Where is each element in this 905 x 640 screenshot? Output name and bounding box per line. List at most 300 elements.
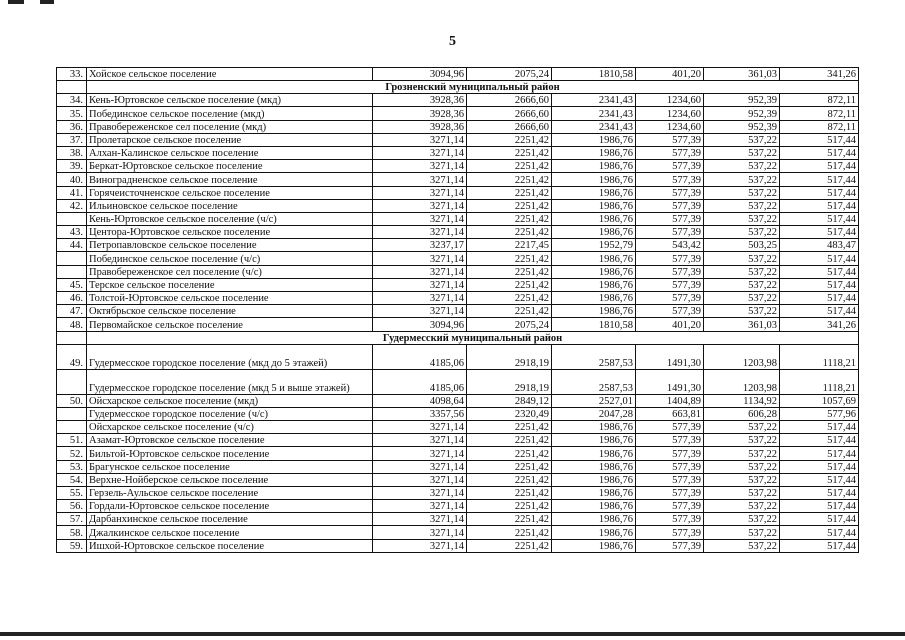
value-cell-5: 537,22 — [704, 133, 780, 146]
value-cell-2: 2251,42 — [467, 226, 552, 239]
value-cell-2: 2918,19 — [467, 344, 552, 369]
value-cell-5: 537,22 — [704, 212, 780, 225]
value-cell-1: 3271,14 — [373, 265, 467, 278]
settlement-name: Первомайское сельское поселение — [87, 318, 373, 331]
section-header-row — [57, 81, 859, 94]
settlement-name: Алхан-Калинское сельское поселение — [87, 146, 373, 159]
value-cell-6: 872,11 — [780, 120, 859, 133]
value-cell-5: 537,22 — [704, 265, 780, 278]
row-number: 53. — [57, 460, 87, 473]
table-row — [57, 120, 859, 133]
value-cell-4: 401,20 — [636, 318, 704, 331]
settlement-name: Бильтой-Юртовское сельское поселение — [87, 447, 373, 460]
table-row — [57, 199, 859, 212]
section-title: Грозненский муниципальный район — [87, 81, 859, 94]
row-number — [57, 369, 87, 394]
value-cell-2: 2217,45 — [467, 239, 552, 252]
settlement-name: Джалкинское сельское поселение — [87, 526, 373, 539]
value-cell-1: 3271,14 — [373, 473, 467, 486]
value-cell-4: 577,39 — [636, 500, 704, 513]
scan-edge-mark-right — [40, 0, 54, 4]
value-cell-5: 537,22 — [704, 146, 780, 159]
settlement-name: Ойсхарское сельское поселение (мкд) — [87, 394, 373, 407]
value-cell-2: 2251,42 — [467, 278, 552, 291]
table-row — [57, 160, 859, 173]
value-cell-6: 872,11 — [780, 94, 859, 107]
value-cell-3: 1986,76 — [552, 146, 636, 159]
value-cell-6: 517,44 — [780, 212, 859, 225]
section-index-cell — [57, 331, 87, 344]
tariff-table — [56, 67, 859, 553]
value-cell-1: 3271,14 — [373, 292, 467, 305]
table-row — [57, 292, 859, 305]
value-cell-3: 1986,76 — [552, 292, 636, 305]
value-cell-5: 537,22 — [704, 460, 780, 473]
row-number: 46. — [57, 292, 87, 305]
value-cell-2: 2251,42 — [467, 160, 552, 173]
value-cell-1: 3271,14 — [373, 539, 467, 552]
value-cell-6: 517,44 — [780, 526, 859, 539]
row-number: 47. — [57, 305, 87, 318]
settlement-name: Побединское сельское поселение (мкд) — [87, 107, 373, 120]
settlement-name: Пролетарское сельское поселение — [87, 133, 373, 146]
value-cell-4: 577,39 — [636, 526, 704, 539]
settlement-name: Беркат-Юртовское сельское поселение — [87, 160, 373, 173]
value-cell-6: 517,44 — [780, 265, 859, 278]
section-title: Гудермесский муниципальный район — [87, 331, 859, 344]
value-cell-2: 2251,42 — [467, 292, 552, 305]
value-cell-3: 1986,76 — [552, 486, 636, 499]
value-cell-5: 537,22 — [704, 486, 780, 499]
value-cell-2: 2666,60 — [467, 107, 552, 120]
value-cell-1: 4185,06 — [373, 369, 467, 394]
value-cell-5: 1203,98 — [704, 369, 780, 394]
row-number: 57. — [57, 513, 87, 526]
value-cell-1: 3271,14 — [373, 278, 467, 291]
value-cell-4: 1234,60 — [636, 120, 704, 133]
value-cell-2: 2666,60 — [467, 94, 552, 107]
row-number: 54. — [57, 473, 87, 486]
value-cell-1: 3928,36 — [373, 107, 467, 120]
value-cell-4: 577,39 — [636, 226, 704, 239]
value-cell-6: 517,44 — [780, 160, 859, 173]
value-cell-6: 517,44 — [780, 420, 859, 433]
value-cell-4: 577,39 — [636, 513, 704, 526]
value-cell-4: 577,39 — [636, 160, 704, 173]
value-cell-5: 537,22 — [704, 420, 780, 433]
value-cell-4: 401,20 — [636, 68, 704, 81]
value-cell-2: 2251,42 — [467, 500, 552, 513]
value-cell-5: 537,22 — [704, 513, 780, 526]
value-cell-5: 952,39 — [704, 120, 780, 133]
row-number: 36. — [57, 120, 87, 133]
section-index-cell — [57, 81, 87, 94]
value-cell-1: 4185,06 — [373, 344, 467, 369]
row-number: 55. — [57, 486, 87, 499]
table-row — [57, 107, 859, 120]
value-cell-1: 3271,14 — [373, 420, 467, 433]
table-row — [57, 226, 859, 239]
value-cell-1: 4098,64 — [373, 394, 467, 407]
row-number: 37. — [57, 133, 87, 146]
value-cell-1: 3271,14 — [373, 252, 467, 265]
value-cell-3: 1952,79 — [552, 239, 636, 252]
value-cell-3: 1810,58 — [552, 68, 636, 81]
value-cell-4: 577,39 — [636, 133, 704, 146]
settlement-name: Герзель-Аульское сельское поселение — [87, 486, 373, 499]
value-cell-4: 577,39 — [636, 486, 704, 499]
value-cell-2: 2251,42 — [467, 146, 552, 159]
value-cell-4: 577,39 — [636, 539, 704, 552]
value-cell-2: 2251,42 — [467, 420, 552, 433]
value-cell-6: 517,44 — [780, 473, 859, 486]
value-cell-4: 1234,60 — [636, 94, 704, 107]
value-cell-6: 517,44 — [780, 186, 859, 199]
table-row — [57, 394, 859, 407]
value-cell-6: 1118,21 — [780, 344, 859, 369]
table-row — [57, 513, 859, 526]
value-cell-1: 3271,14 — [373, 146, 467, 159]
value-cell-4: 577,39 — [636, 265, 704, 278]
value-cell-4: 577,39 — [636, 199, 704, 212]
page-number: 5 — [449, 34, 456, 49]
table-row — [57, 239, 859, 252]
value-cell-3: 1986,76 — [552, 434, 636, 447]
value-cell-4: 577,39 — [636, 186, 704, 199]
value-cell-6: 1057,69 — [780, 394, 859, 407]
scan-bottom-border — [0, 632, 905, 636]
value-cell-3: 1986,76 — [552, 278, 636, 291]
row-number: 44. — [57, 239, 87, 252]
value-cell-5: 537,22 — [704, 186, 780, 199]
settlement-name: Хойское сельское поселение — [87, 68, 373, 81]
value-cell-3: 1810,58 — [552, 318, 636, 331]
table-row — [57, 460, 859, 473]
row-number: 35. — [57, 107, 87, 120]
value-cell-5: 361,03 — [704, 318, 780, 331]
row-number: 49. — [57, 344, 87, 369]
table-row — [57, 186, 859, 199]
settlement-name: Терское сельское поселение — [87, 278, 373, 291]
value-cell-2: 2251,42 — [467, 252, 552, 265]
value-cell-6: 872,11 — [780, 107, 859, 120]
value-cell-5: 537,22 — [704, 447, 780, 460]
value-cell-1: 3271,14 — [373, 460, 467, 473]
table-row — [57, 265, 859, 278]
table-row — [57, 344, 859, 369]
value-cell-6: 517,44 — [780, 486, 859, 499]
value-cell-6: 517,44 — [780, 278, 859, 291]
row-number: 59. — [57, 539, 87, 552]
value-cell-1: 3357,56 — [373, 407, 467, 420]
settlement-name: Петропавловское сельское поселение — [87, 239, 373, 252]
row-number: 58. — [57, 526, 87, 539]
value-cell-4: 577,39 — [636, 447, 704, 460]
tariff-table-body — [57, 68, 859, 553]
value-cell-3: 1986,76 — [552, 460, 636, 473]
value-cell-3: 2587,53 — [552, 344, 636, 369]
row-number: 38. — [57, 146, 87, 159]
value-cell-2: 2251,42 — [467, 133, 552, 146]
value-cell-4: 1404,89 — [636, 394, 704, 407]
value-cell-2: 2251,42 — [467, 186, 552, 199]
value-cell-1: 3271,14 — [373, 186, 467, 199]
value-cell-1: 3928,36 — [373, 94, 467, 107]
value-cell-2: 2251,42 — [467, 539, 552, 552]
row-number: 41. — [57, 186, 87, 199]
row-number — [57, 265, 87, 278]
value-cell-3: 1986,76 — [552, 447, 636, 460]
value-cell-3: 1986,76 — [552, 265, 636, 278]
row-number: 39. — [57, 160, 87, 173]
value-cell-2: 2251,42 — [467, 265, 552, 278]
settlement-name: Кень-Юртовское сельское поселение (ч/с) — [87, 212, 373, 225]
value-cell-1: 3271,14 — [373, 305, 467, 318]
table-row — [57, 486, 859, 499]
value-cell-6: 517,44 — [780, 292, 859, 305]
value-cell-5: 537,22 — [704, 292, 780, 305]
value-cell-1: 3271,14 — [373, 447, 467, 460]
table-row — [57, 305, 859, 318]
row-number: 33. — [57, 68, 87, 81]
value-cell-3: 1986,76 — [552, 539, 636, 552]
row-number: 40. — [57, 173, 87, 186]
value-cell-1: 3271,14 — [373, 160, 467, 173]
value-cell-5: 537,22 — [704, 160, 780, 173]
value-cell-4: 577,39 — [636, 460, 704, 473]
value-cell-6: 341,26 — [780, 68, 859, 81]
value-cell-5: 537,22 — [704, 434, 780, 447]
settlement-name: Дарбанхинское сельское поселение — [87, 513, 373, 526]
value-cell-4: 577,39 — [636, 420, 704, 433]
value-cell-6: 517,44 — [780, 539, 859, 552]
settlement-name: Виноградненское сельское поселение — [87, 173, 373, 186]
value-cell-1: 3094,96 — [373, 68, 467, 81]
settlement-name: Ишхой-Юртовское сельское поселение — [87, 539, 373, 552]
table-row — [57, 500, 859, 513]
table-row — [57, 173, 859, 186]
value-cell-3: 1986,76 — [552, 133, 636, 146]
value-cell-1: 3271,14 — [373, 486, 467, 499]
settlement-name: Кень-Юртовское сельское поселение (мкд) — [87, 94, 373, 107]
value-cell-2: 2251,42 — [467, 305, 552, 318]
settlement-name: Верхне-Нойберское сельское поселение — [87, 473, 373, 486]
settlement-name: Толстой-Юртовское сельское поселение — [87, 292, 373, 305]
value-cell-2: 2251,42 — [467, 199, 552, 212]
row-number: 42. — [57, 199, 87, 212]
row-number: 34. — [57, 94, 87, 107]
value-cell-2: 2251,42 — [467, 513, 552, 526]
value-cell-2: 2251,42 — [467, 173, 552, 186]
value-cell-2: 2251,42 — [467, 526, 552, 539]
value-cell-6: 517,44 — [780, 500, 859, 513]
settlement-name: Ойсхарское сельское поселение (ч/с) — [87, 420, 373, 433]
value-cell-6: 517,44 — [780, 226, 859, 239]
row-number: 56. — [57, 500, 87, 513]
row-number: 52. — [57, 447, 87, 460]
value-cell-3: 1986,76 — [552, 160, 636, 173]
row-number: 51. — [57, 434, 87, 447]
value-cell-6: 517,44 — [780, 460, 859, 473]
value-cell-2: 2251,42 — [467, 447, 552, 460]
value-cell-5: 503,25 — [704, 239, 780, 252]
value-cell-6: 341,26 — [780, 318, 859, 331]
settlement-name: Центора-Юртовское сельское поселение — [87, 226, 373, 239]
value-cell-6: 517,44 — [780, 133, 859, 146]
value-cell-6: 517,44 — [780, 252, 859, 265]
settlement-name: Побединское сельское поселение (ч/с) — [87, 252, 373, 265]
value-cell-1: 3271,14 — [373, 199, 467, 212]
row-number — [57, 212, 87, 225]
value-cell-3: 2047,28 — [552, 407, 636, 420]
value-cell-1: 3094,96 — [373, 318, 467, 331]
value-cell-5: 537,22 — [704, 252, 780, 265]
value-cell-1: 3271,14 — [373, 226, 467, 239]
value-cell-4: 577,39 — [636, 146, 704, 159]
value-cell-2: 2251,42 — [467, 212, 552, 225]
value-cell-2: 2849,12 — [467, 394, 552, 407]
value-cell-1: 3271,14 — [373, 500, 467, 513]
value-cell-5: 537,22 — [704, 305, 780, 318]
value-cell-3: 1986,76 — [552, 186, 636, 199]
scan-edge-mark-left — [8, 0, 24, 4]
table-row — [57, 252, 859, 265]
table-row — [57, 407, 859, 420]
value-cell-2: 2251,42 — [467, 434, 552, 447]
value-cell-3: 1986,76 — [552, 420, 636, 433]
table-row — [57, 473, 859, 486]
row-number: 43. — [57, 226, 87, 239]
value-cell-5: 606,28 — [704, 407, 780, 420]
row-number: 45. — [57, 278, 87, 291]
value-cell-5: 537,22 — [704, 226, 780, 239]
settlement-name: Правобереженское сел поселение (мкд) — [87, 120, 373, 133]
value-cell-1: 3271,14 — [373, 434, 467, 447]
settlement-name: Горячеисточненское сельское поселение — [87, 186, 373, 199]
settlement-name: Ильиновское сельское поселение — [87, 199, 373, 212]
value-cell-2: 2075,24 — [467, 318, 552, 331]
value-cell-4: 577,39 — [636, 434, 704, 447]
value-cell-3: 1986,76 — [552, 473, 636, 486]
value-cell-6: 517,44 — [780, 146, 859, 159]
table-row — [57, 212, 859, 225]
value-cell-5: 537,22 — [704, 500, 780, 513]
value-cell-1: 3271,14 — [373, 513, 467, 526]
value-cell-5: 952,39 — [704, 94, 780, 107]
settlement-name: Гордали-Юртовское сельское поселение — [87, 500, 373, 513]
table-row — [57, 526, 859, 539]
settlement-name: Октябрьское сельское поселение — [87, 305, 373, 318]
table-row — [57, 133, 859, 146]
table-row — [57, 278, 859, 291]
value-cell-4: 577,39 — [636, 173, 704, 186]
value-cell-1: 3271,14 — [373, 133, 467, 146]
value-cell-2: 2918,19 — [467, 369, 552, 394]
row-number — [57, 420, 87, 433]
table-row — [57, 369, 859, 394]
value-cell-2: 2320,49 — [467, 407, 552, 420]
value-cell-6: 517,44 — [780, 173, 859, 186]
value-cell-5: 537,22 — [704, 539, 780, 552]
table-row — [57, 420, 859, 433]
row-number: 48. — [57, 318, 87, 331]
value-cell-1: 3928,36 — [373, 120, 467, 133]
value-cell-4: 577,39 — [636, 252, 704, 265]
value-cell-4: 577,39 — [636, 305, 704, 318]
value-cell-3: 1986,76 — [552, 173, 636, 186]
value-cell-3: 2341,43 — [552, 94, 636, 107]
value-cell-6: 483,47 — [780, 239, 859, 252]
value-cell-4: 577,39 — [636, 473, 704, 486]
value-cell-2: 2666,60 — [467, 120, 552, 133]
value-cell-3: 2587,53 — [552, 369, 636, 394]
value-cell-1: 3271,14 — [373, 526, 467, 539]
value-cell-1: 3271,14 — [373, 212, 467, 225]
table-row — [57, 539, 859, 552]
settlement-name: Правобереженское сел поселение (ч/с) — [87, 265, 373, 278]
value-cell-4: 663,81 — [636, 407, 704, 420]
value-cell-3: 2341,43 — [552, 120, 636, 133]
settlement-name: Брагунское сельское поселение — [87, 460, 373, 473]
value-cell-6: 1118,21 — [780, 369, 859, 394]
value-cell-2: 2251,42 — [467, 486, 552, 499]
value-cell-3: 2527,01 — [552, 394, 636, 407]
value-cell-4: 1234,60 — [636, 107, 704, 120]
value-cell-4: 543,42 — [636, 239, 704, 252]
value-cell-3: 1986,76 — [552, 513, 636, 526]
settlement-name: Гудермесское городское поселение (мкд до 5 этажей) — [87, 344, 373, 369]
value-cell-5: 952,39 — [704, 107, 780, 120]
table-row — [57, 68, 859, 81]
value-cell-1: 3237,17 — [373, 239, 467, 252]
value-cell-6: 517,44 — [780, 305, 859, 318]
value-cell-5: 537,22 — [704, 278, 780, 291]
value-cell-6: 577,96 — [780, 407, 859, 420]
value-cell-3: 1986,76 — [552, 500, 636, 513]
table-row — [57, 94, 859, 107]
value-cell-5: 361,03 — [704, 68, 780, 81]
value-cell-4: 577,39 — [636, 292, 704, 305]
table-row — [57, 146, 859, 159]
value-cell-3: 1986,76 — [552, 212, 636, 225]
value-cell-3: 2341,43 — [552, 107, 636, 120]
value-cell-3: 1986,76 — [552, 526, 636, 539]
row-number — [57, 252, 87, 265]
settlement-name: Азамат-Юртовское сельское поселение — [87, 434, 373, 447]
value-cell-5: 537,22 — [704, 526, 780, 539]
value-cell-3: 1986,76 — [552, 199, 636, 212]
settlement-name: Гудермесское городское поселение (мкд 5 и выше этажей) — [87, 369, 373, 394]
table-row — [57, 318, 859, 331]
value-cell-3: 1986,76 — [552, 252, 636, 265]
value-cell-2: 2251,42 — [467, 460, 552, 473]
value-cell-4: 577,39 — [636, 278, 704, 291]
value-cell-5: 537,22 — [704, 173, 780, 186]
value-cell-6: 517,44 — [780, 513, 859, 526]
settlement-name: Гудермесское городское поселение (ч/с) — [87, 407, 373, 420]
value-cell-6: 517,44 — [780, 199, 859, 212]
value-cell-3: 1986,76 — [552, 226, 636, 239]
value-cell-5: 537,22 — [704, 473, 780, 486]
value-cell-3: 1986,76 — [552, 305, 636, 318]
value-cell-6: 517,44 — [780, 434, 859, 447]
value-cell-5: 537,22 — [704, 199, 780, 212]
value-cell-2: 2075,24 — [467, 68, 552, 81]
value-cell-2: 2251,42 — [467, 473, 552, 486]
table-row — [57, 447, 859, 460]
table-row — [57, 434, 859, 447]
value-cell-5: 1203,98 — [704, 344, 780, 369]
